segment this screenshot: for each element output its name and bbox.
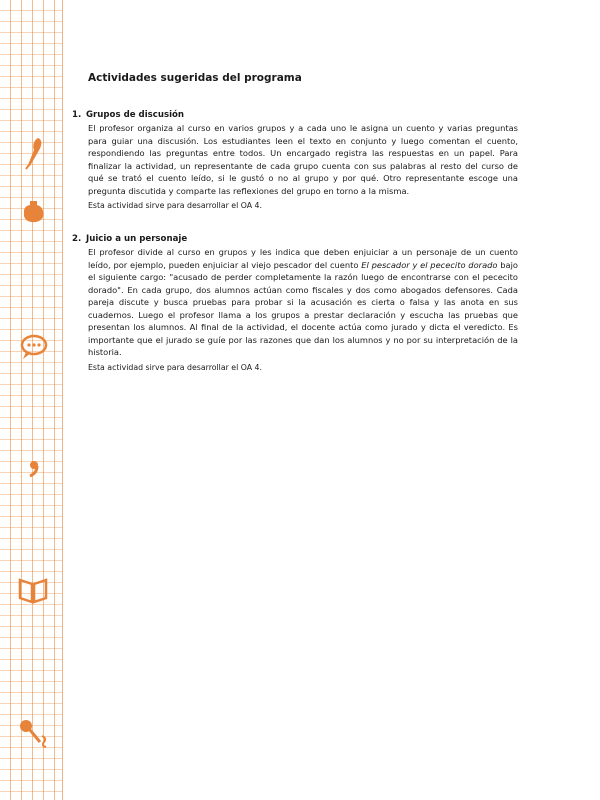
activity-number: 2. — [72, 234, 82, 244]
decorative-margin-grid — [0, 0, 62, 800]
activity-description: El profesor organiza al curso en varios grupos y a cada uno le asigna un cuento y varias preguntas para guiar una discusión. Los estudiantes leen el texto en conjunto y luego comentan el cuento, respondiendo las preguntas entre todos. Un encargado registra las respuestas en un papel. Para finalizar la actividad, un representante de cada grupo cuenta con sus palabras al resto del curso de qué se trató el cuento leído, si le gustó o no al grupo y por qué. Otro representante escoge una pregunta discutida y comparte las reflexiones del grupo en torno a la misma. — [88, 123, 518, 196]
activity-item — [72, 234, 518, 374]
activity-note: Esta actividad sirve para desarrollar el OA 4. — [88, 201, 262, 210]
quill-icon — [16, 714, 50, 748]
margin-rule — [62, 0, 63, 800]
activity-heading — [72, 234, 518, 244]
activity-note: Esta actividad sirve para desarrollar el OA 4. — [88, 362, 262, 372]
activity-title: Grupos de discusión — [86, 110, 185, 120]
activity-title: Juicio a un personaje — [86, 234, 188, 244]
activity-number: 1. — [72, 110, 82, 120]
speech-bubble-icon — [16, 330, 50, 364]
activity-heading — [72, 110, 518, 120]
page-title: Actividades sugeridas del programa — [88, 72, 302, 84]
activities-content — [72, 72, 518, 396]
activity-description — [88, 246, 518, 359]
pen-nib-icon — [16, 136, 50, 170]
story-title: El pescador y el pececito dorado — [361, 259, 498, 270]
description-text-end: bajo el siguiente cargo: "acusado de perder completamente la razón luego de encontrarse con el pececito dorado". En cada grupo, dos alumnos actúan como fiscales y dos como abogados defensores. Cada pareja discute y busca pruebas para probar si la acusación es cierta o falsa y las anota en sus cuadernos. Luego el profesor llama a los grupos a prestar declaración y escucha las pruebas que presentan los alumnos. Al final de la actividad, el docente actúa como jurado y dicta el veredicto. Es importante que el jurado se guíe por las razones que dan los alumnos y no por su interpretación de la historia. — [88, 259, 519, 357]
activity-item — [72, 110, 518, 212]
description-text-start: El profesor divide al curso en grupos y les indica que deben enjuiciar a un personaje de un cuento leído, por ejemplo, pueden enjuiciar al viejo pescador del cuento — [88, 247, 518, 270]
comma-icon — [16, 452, 50, 486]
open-book-icon — [16, 572, 50, 606]
ink-bottle-icon — [16, 196, 50, 230]
